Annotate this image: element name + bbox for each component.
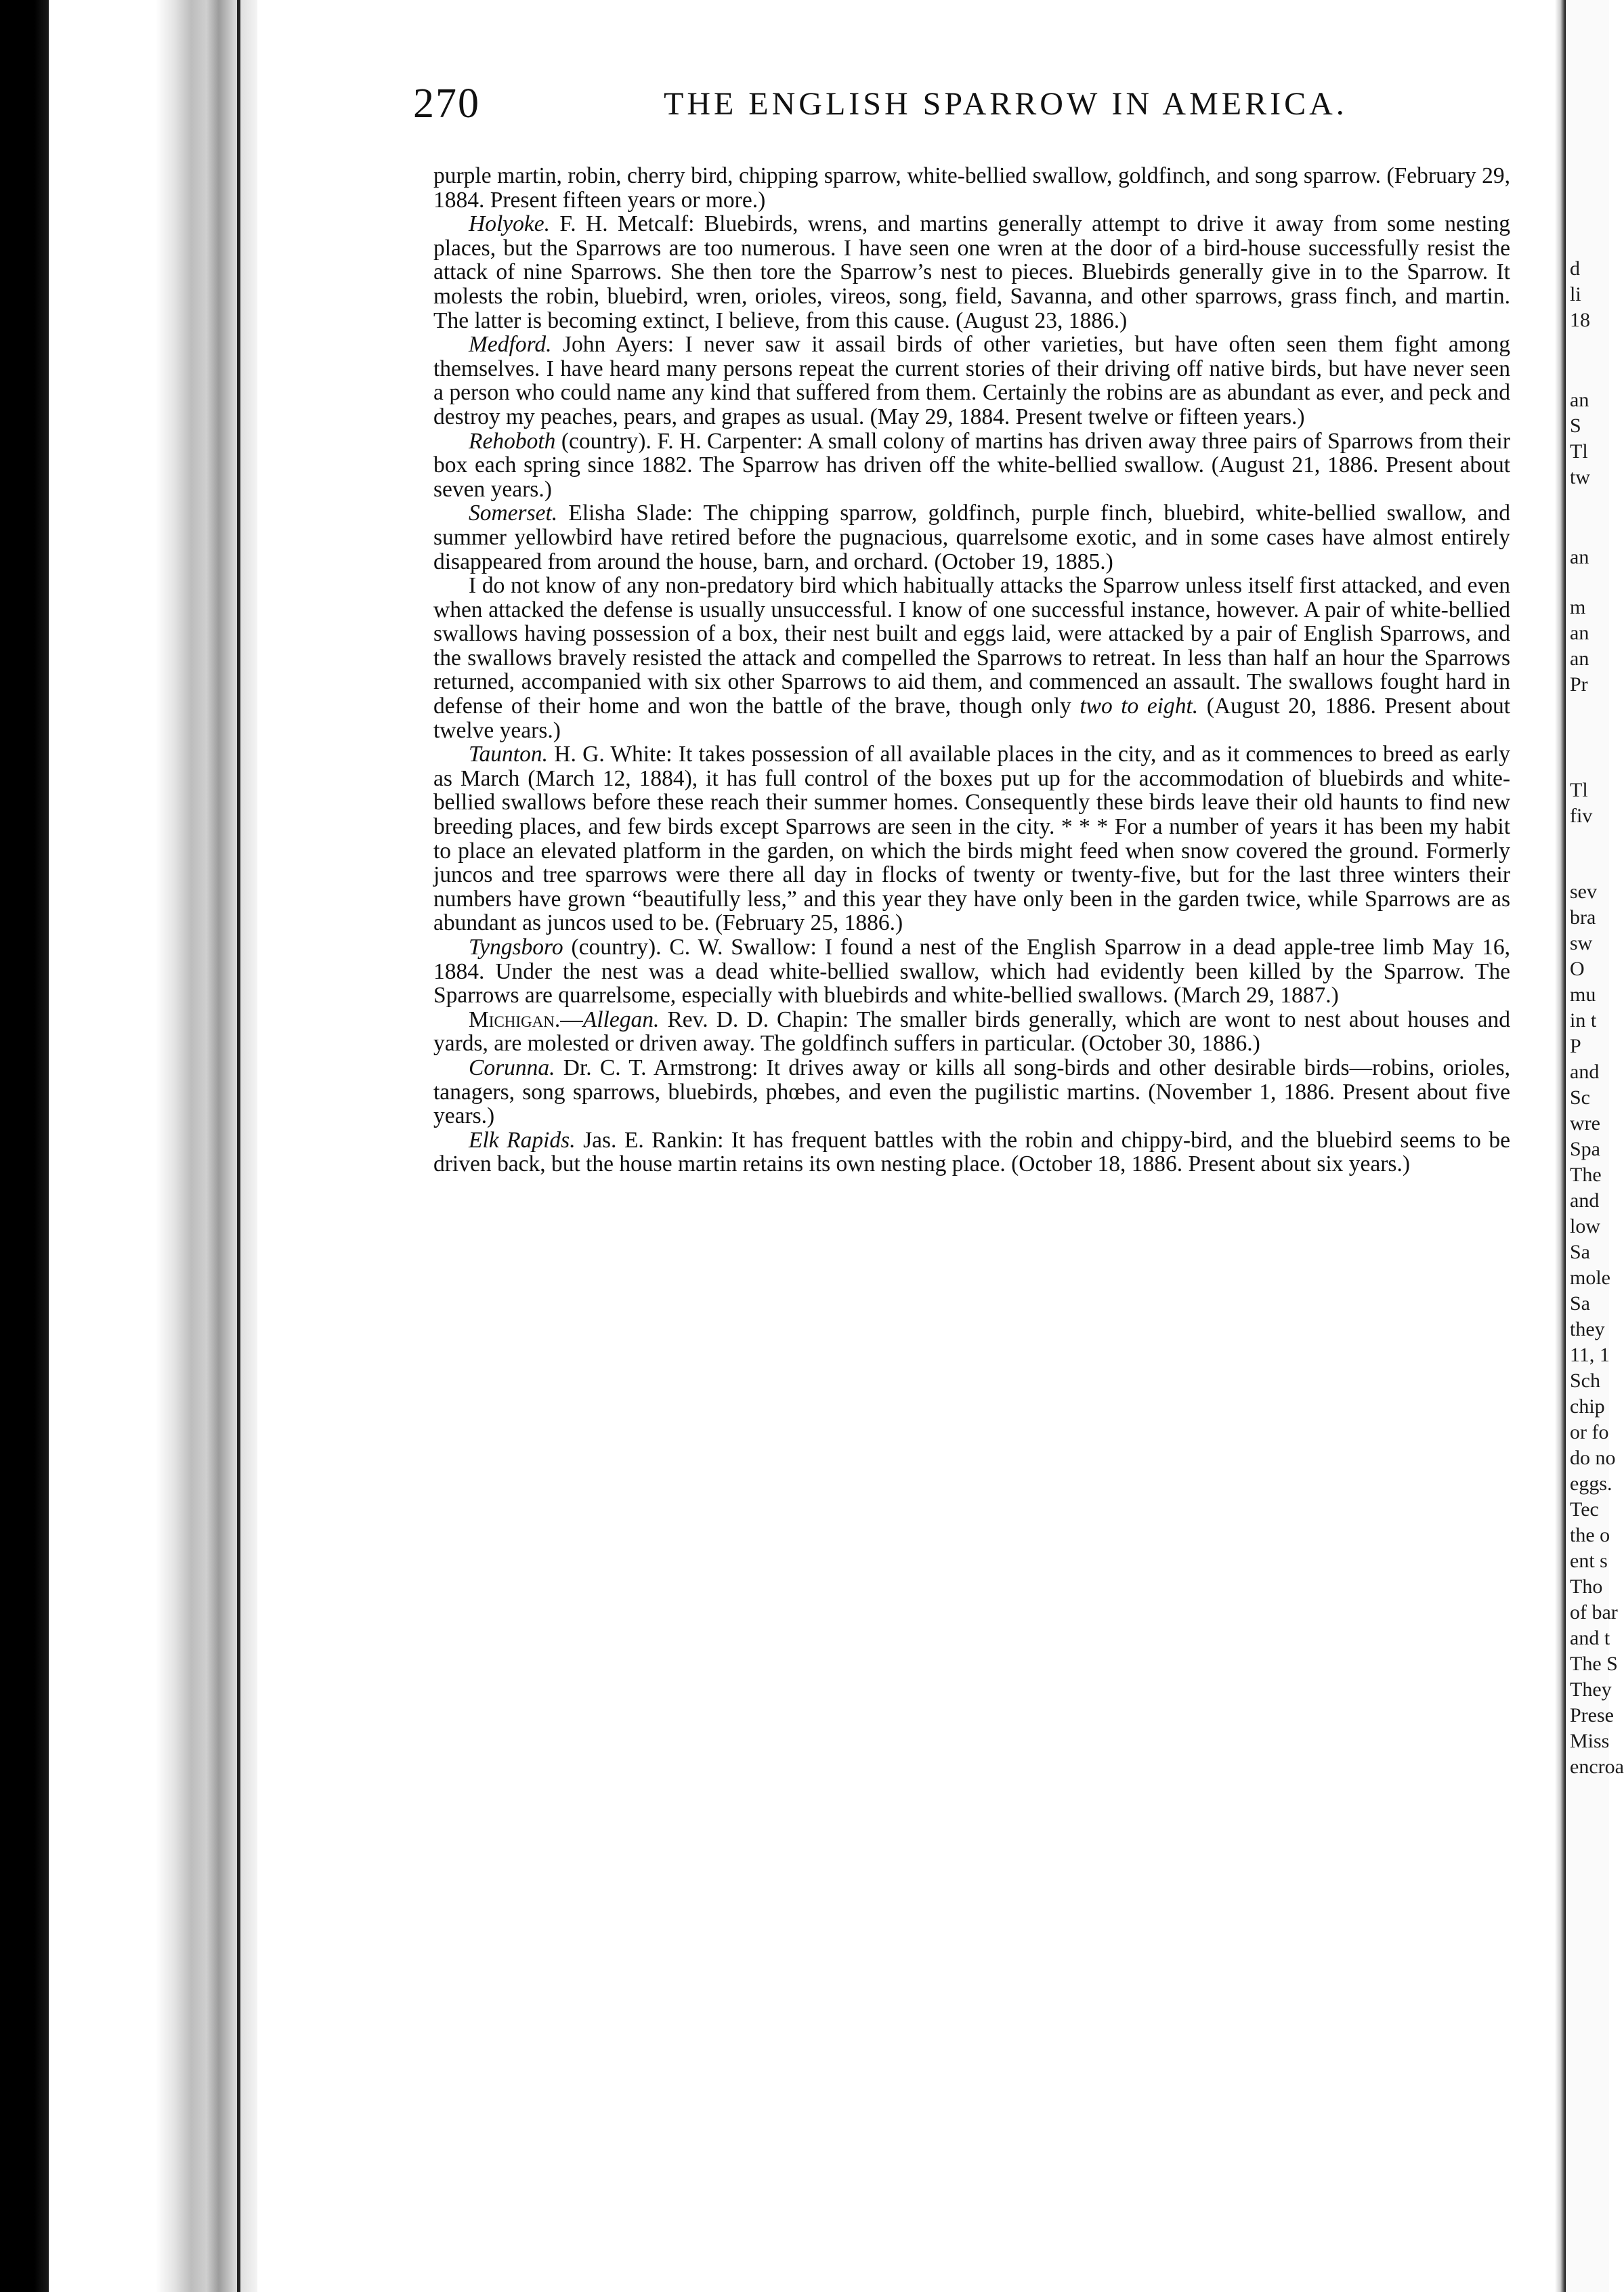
adjacent-page-text: an [1570, 648, 1589, 670]
paragraph [433, 429, 1510, 502]
adjacent-page-fragment [1566, 0, 1624, 2292]
place-name: Taunton. [469, 742, 548, 767]
paragraph-tail: (August 20, 1886. Present about twelve years.) [433, 694, 1510, 743]
adjacent-page-text: Pr [1570, 673, 1588, 696]
paragraph [433, 935, 1510, 1008]
running-head [413, 80, 1517, 154]
paragraph-text: H. G. White: It takes possession of all available places in the city, and as it commences to breed as early as March (March 12, 1884), it has full control of the boxes put up for the accommodation of bluebirds and white-bellied swallows before these reach their summer homes. Consequently these birds leave their old haunts to find new breeding places, and few birds except Sparrows are seen in the city. * * * For a number of years it has been my habit to place an elevated platform in the garden, on which the birds might feed when snow covered the ground. Formerly juncos and tree sparrows were there all day in flocks of twenty or twenty-five, but for the last three winters their numbers have grown “beautifully less,” and this year they have only been in the garden twice, while Sparrows are as abundant as juncos used to be. (February 25, 1886.) [433, 742, 1510, 936]
paragraph-text: purple martin, robin, cherry bird, chipping sparrow, white-bellied swallow, goldfinch, and song sparrow. (February 29, 1884. Present fifteen years or more.) [433, 163, 1510, 213]
adjacent-page-text: bra [1570, 906, 1596, 929]
adjacent-page-text: They [1570, 1678, 1612, 1701]
body-text [433, 164, 1510, 1176]
adjacent-page-text: the o [1570, 1524, 1610, 1546]
adjacent-page-text: chip [1570, 1395, 1605, 1418]
book-page [413, 0, 1517, 2292]
place-name: Corunna. [469, 1055, 555, 1080]
paragraph [433, 742, 1510, 935]
paragraph-text: F. H. Metcalf: Bluebirds, wrens, and martins generally attempt to drive it away from some nesting places, but the Sparrows are too numerous. I have seen one wren at the door of a bird-house successfully resist the attack of nine Sparrows. She then tore the Sparrow’s nest to pieces. Bluebirds generally give in to the Sparrow. It molests the robin, bluebird, wren, orioles, vireos, song, field, Savanna, and other sparrows, grass finch, and martin. The latter is becoming extinct, I believe, from this cause. (August 23, 1886.) [433, 211, 1510, 333]
adjacent-page-text: 11, 1 [1570, 1344, 1610, 1366]
place-name: Allegan. [582, 1006, 660, 1032]
adjacent-page-text: or fo [1570, 1421, 1609, 1443]
place-name: Holyoke. [469, 211, 550, 237]
paragraph-text: Elisha Slade: The chipping sparrow, goldfinch, purple finch, bluebird, white-bellied swallow, and summer yellowbird have retired before the pugnacious, quarrelsome exotic, and in some cases have almost entirely disappeared from around the house, barn, and orchard. (October 19, 1885.) [433, 501, 1510, 574]
adjacent-page-text: sev [1570, 880, 1597, 903]
page-fold-shadow [1555, 0, 1566, 2292]
page-number: 270 [413, 81, 480, 127]
adjacent-page-text: encroa [1570, 1756, 1624, 1778]
adjacent-page-text: 18 [1570, 309, 1590, 331]
adjacent-page-text: ent s [1570, 1550, 1608, 1572]
place-name: Somerset. [469, 501, 558, 526]
adjacent-page-text: Prese [1570, 1704, 1614, 1726]
adjacent-page-text: eggs. [1570, 1472, 1612, 1495]
adjacent-page-text: The [1570, 1164, 1602, 1186]
adjacent-page-text: and [1570, 1061, 1600, 1083]
adjacent-page-text: Sc [1570, 1086, 1590, 1109]
adjacent-page-text: low [1570, 1215, 1600, 1237]
running-title: THE ENGLISH SPARROW IN AMERICA. [664, 86, 1348, 122]
place-name: Elk Rapids. [469, 1127, 576, 1153]
adjacent-page-text: tw [1570, 466, 1590, 488]
state-heading: Michigan.— [469, 1006, 583, 1032]
adjacent-page-text: of bar [1570, 1601, 1618, 1624]
paragraph [433, 501, 1510, 574]
paragraph-text: Rev. D. D. Chapin: The smaller birds generally, which are wont to nest about houses and yards, are molested or driven away. The goldfinch suffers in particular. (October 30, 1886.) [433, 1006, 1510, 1057]
scan-border-left [0, 0, 49, 2292]
paragraph [433, 1056, 1510, 1128]
gutter-shadow-line [237, 0, 240, 2292]
adjacent-page-text: d [1570, 257, 1580, 280]
adjacent-page-text: and t [1570, 1627, 1610, 1649]
book-gutter [156, 0, 257, 2292]
adjacent-page-text: O [1570, 958, 1585, 980]
adjacent-page-text: m [1570, 596, 1586, 618]
adjacent-page-text: they [1570, 1318, 1605, 1340]
paragraph [433, 1128, 1510, 1176]
adjacent-page-text: Tl [1570, 440, 1588, 463]
adjacent-page-text: The S [1570, 1653, 1618, 1675]
adjacent-page-text: wre [1570, 1112, 1600, 1134]
place-name: Rehoboth [469, 428, 556, 454]
adjacent-page-text: Sa [1570, 1292, 1590, 1315]
adjacent-page-text: Tl [1570, 779, 1588, 801]
adjacent-page-text: an [1570, 546, 1589, 568]
adjacent-page-text: do no [1570, 1447, 1616, 1469]
adjacent-page-text: li [1570, 283, 1581, 305]
paragraph [433, 164, 1510, 212]
adjacent-page-text: mole [1570, 1267, 1610, 1289]
paragraph-text: John Ayers: I never saw it assail birds of other varieties, but have often seen them fight among themselves. I have heard many persons repeat the current stories of their driving off native birds, but have never seen a person who could name any kind that suffered from them. Certainly the robins are as abundant as ever, and peck and destroy my peaches, pears, and grapes as usual. (May 29, 1884. Present twelve or fifteen years.) [433, 332, 1510, 429]
emphasis-text: two to eight. [1080, 694, 1199, 719]
adjacent-page-text: Miss [1570, 1730, 1610, 1752]
place-name: Medford. [469, 332, 552, 358]
paragraph-text: (country). C. W. Swallow: I found a nest of the English Sparrow in a dead apple-tree limb May 16, 1884. Under the nest was a dead white-bellied swallow, which had evidently been killed by the Sparrow. The Sparrows are quarrelsome, especially with bluebirds and white-bellied swallows. (March 29, 1887.) [433, 935, 1510, 1009]
place-name: Tyngsboro [469, 935, 563, 960]
adjacent-page-text: an [1570, 389, 1589, 411]
adjacent-page-text: Spa [1570, 1138, 1600, 1160]
adjacent-page-text: fiv [1570, 805, 1593, 827]
adjacent-page-text: Sch [1570, 1370, 1600, 1392]
paragraph [433, 212, 1510, 333]
adjacent-page-text: an [1570, 622, 1589, 644]
paragraph [433, 574, 1510, 742]
adjacent-page-text: S [1570, 415, 1581, 437]
paragraph [433, 333, 1510, 429]
paragraph [433, 1008, 1510, 1056]
adjacent-page-text: Tec [1570, 1498, 1599, 1521]
paragraph-text: (country). F. H. Carpenter: A small colony of martins has driven away three pairs of Sparrows from their box each spring since 1882. The Sparrow has driven off the white-bellied swallow. (August 21, 1886. Present about seven years.) [433, 428, 1510, 502]
paragraph-text: Jas. E. Rankin: It has frequent battles with the robin and chippy-bird, and the bluebird seems to be driven back, but the house martin retains its own nesting place. (October 18, 1886. Present about six years.) [433, 1127, 1510, 1177]
adjacent-page-text: Tho [1570, 1575, 1603, 1598]
adjacent-page-text: P [1570, 1035, 1581, 1057]
paragraph-text: I do not know of any non-predatory bird which habitually attacks the Sparrow unless itself first attacked, and even when attacked the defense is usually unsuccessful. I know of one successful instance, however. A pair of white-bellied swallows having possession of a box, their nest built and eggs laid, were attacked by a pair of English Sparrows, and the swallows bravely resisted the attack and compelled the Sparrows to retreat. In less than half an hour the Sparrows returned, accompanied with six other Sparrows to aid them, and commenced an assault. The swallows fought hard in defense of their home and won the battle of the brave, though only [433, 573, 1510, 719]
paragraph-text: Dr. C. T. Armstrong: It drives away or kills all song-birds and other desirable birds—robins, orioles, tanagers, song sparrows, bluebirds, phœbes, and even the pugilistic martins. (November 1, 1886. Present about five years.) [433, 1055, 1510, 1129]
adjacent-page-text: in t [1570, 1009, 1597, 1032]
adjacent-page-text: and [1570, 1189, 1600, 1212]
adjacent-page-text: sw [1570, 932, 1593, 954]
adjacent-page-text: mu [1570, 983, 1596, 1006]
adjacent-page-text: Sa [1570, 1241, 1590, 1263]
